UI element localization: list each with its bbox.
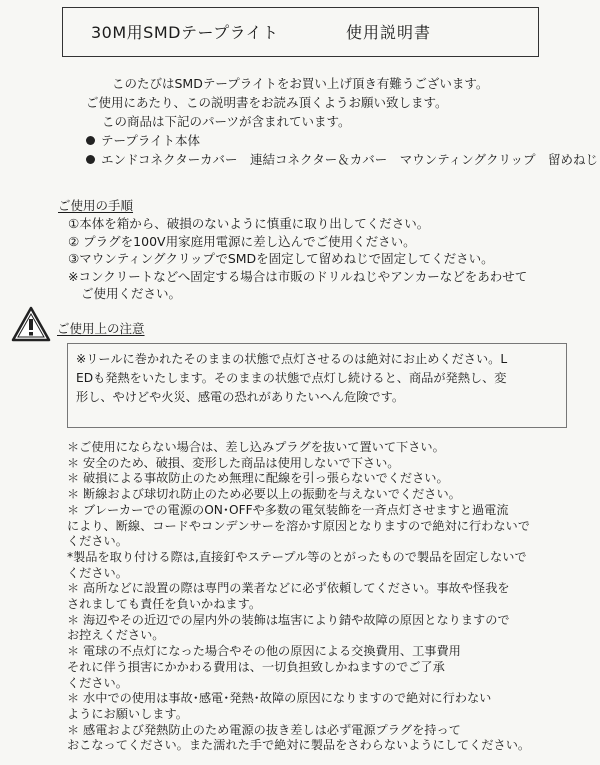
usage-step: ② プラグを100V用家庭用電源に差し込んでご使用ください。 [68, 233, 416, 249]
caution-line: ＊ご使用にならない場合は、差し込みプラグを抜いて置いて下さい。 [67, 440, 445, 454]
caution-line: ください。 [67, 675, 128, 690]
caution-list [67, 440, 530, 754]
intro-section [86, 74, 598, 169]
bullet-icon [86, 136, 95, 145]
caution-line: ＊ 感電および発熱防止のため電源の抜き差しは必ず電源プラグを持って [67, 722, 461, 737]
caution-heading: ご使用上の注意 [57, 321, 145, 336]
usage-step: ※コンクリートなどへ固定する場合は市販のドリルねじやアンカーなどをあわせて [68, 268, 528, 284]
manual-title: 使用説明書 [346, 23, 432, 42]
caution-notice-box [67, 343, 567, 428]
caution-line: おこなってください。また濡れた手で絶対に製品をさわらないようにしてください。 [67, 738, 531, 753]
notice-line: 形し、やけどや火災、感電の恐れがありたいへん危険です。 [76, 390, 405, 404]
usage-step: ③マウンティングクリップでSMDを固定して留めねじで固定してください。 [68, 251, 494, 266]
parts-item [86, 131, 598, 150]
caution-line: ＊ ブレーカーでの電源のON･OFFや多数の電気装飾を一斉点灯させますと過電流 [67, 502, 509, 517]
notice-line: ※リールに巻かれたそのままの状態で点灯させるのは絶対にお止めください。L [76, 352, 508, 366]
notice-line: EDも発熱をいたします。そのままの状態で点灯し続けると、商品が発熱し、変 [76, 371, 507, 385]
caution-line: ＊ 海辺やその近辺での屋内外の装飾は塩害により錆や故障の原因となりますので [67, 612, 510, 627]
product-title: 30M用SMDテープライト [91, 23, 279, 42]
usage-steps [68, 215, 527, 303]
warning-triangle-icon [11, 306, 51, 342]
caution-line: お控えください。 [67, 628, 165, 643]
caution-line: ＊ 断線および球切れ防止のため必要以上の振動を与えないでください。 [67, 487, 461, 502]
intro-line: このたびはSMDテープライトをお買い上げ頂き有難うございます。 [112, 76, 489, 91]
caution-line: されましても責任を負いかねます。 [67, 597, 262, 612]
caution-line: ＊ 水中での使用は事故･感電･発熱･故障の原因になりますので絶対に行わない [67, 691, 492, 706]
caution-line: により、断線、コードやコンデンサーを溶かす原因となりますので絶対に行わないで [67, 518, 530, 533]
caution-line: ＊ 高所などに設置の際は専門の業者などに必ず依頼してください。事故や怪我を [67, 581, 510, 596]
title-box [62, 7, 539, 57]
caution-line: それに伴う損害にかかわる費用は、一切負担致しかねますのでご了承 [67, 659, 445, 674]
parts-item [86, 150, 598, 169]
caution-line: ください。 [67, 534, 128, 549]
parts-item-text: エンドコネクターカバー 連結コネクター＆カバー マウンティングクリップ 留めねじ [101, 152, 599, 167]
usage-heading: ご使用の手順 [58, 198, 134, 213]
caution-line: ＊ 破損による事故防止のため無理に配線を引っ張らないでください。 [67, 471, 449, 486]
caution-line: ＊ 安全のため、破損、変形した商品は使用しないで下さい。 [67, 455, 400, 470]
caution-line: ＊ 電球の不点灯になった場合やその他の原因による交換費用、工事費用 [67, 644, 461, 659]
caution-line: ください。 [67, 565, 128, 580]
intro-line: ご使用にあたり、この説明書をお読み頂くようお願い致します。 [86, 95, 448, 110]
parts-item-text: テープライト本体 [101, 133, 201, 148]
caution-line: ようにお願いします。 [67, 706, 188, 721]
intro-line: この商品は下記のパーツが含まれています。 [102, 114, 351, 129]
caution-line: *製品を取り付ける際は,直接釘やステープル等のとがったもので製品を固定しないで [67, 549, 527, 564]
usage-step: ご使用ください。 [81, 286, 182, 301]
usage-step: ①本体を箱から、破損のないように慎重に取り出してください。 [68, 216, 430, 231]
bullet-icon [86, 155, 95, 164]
